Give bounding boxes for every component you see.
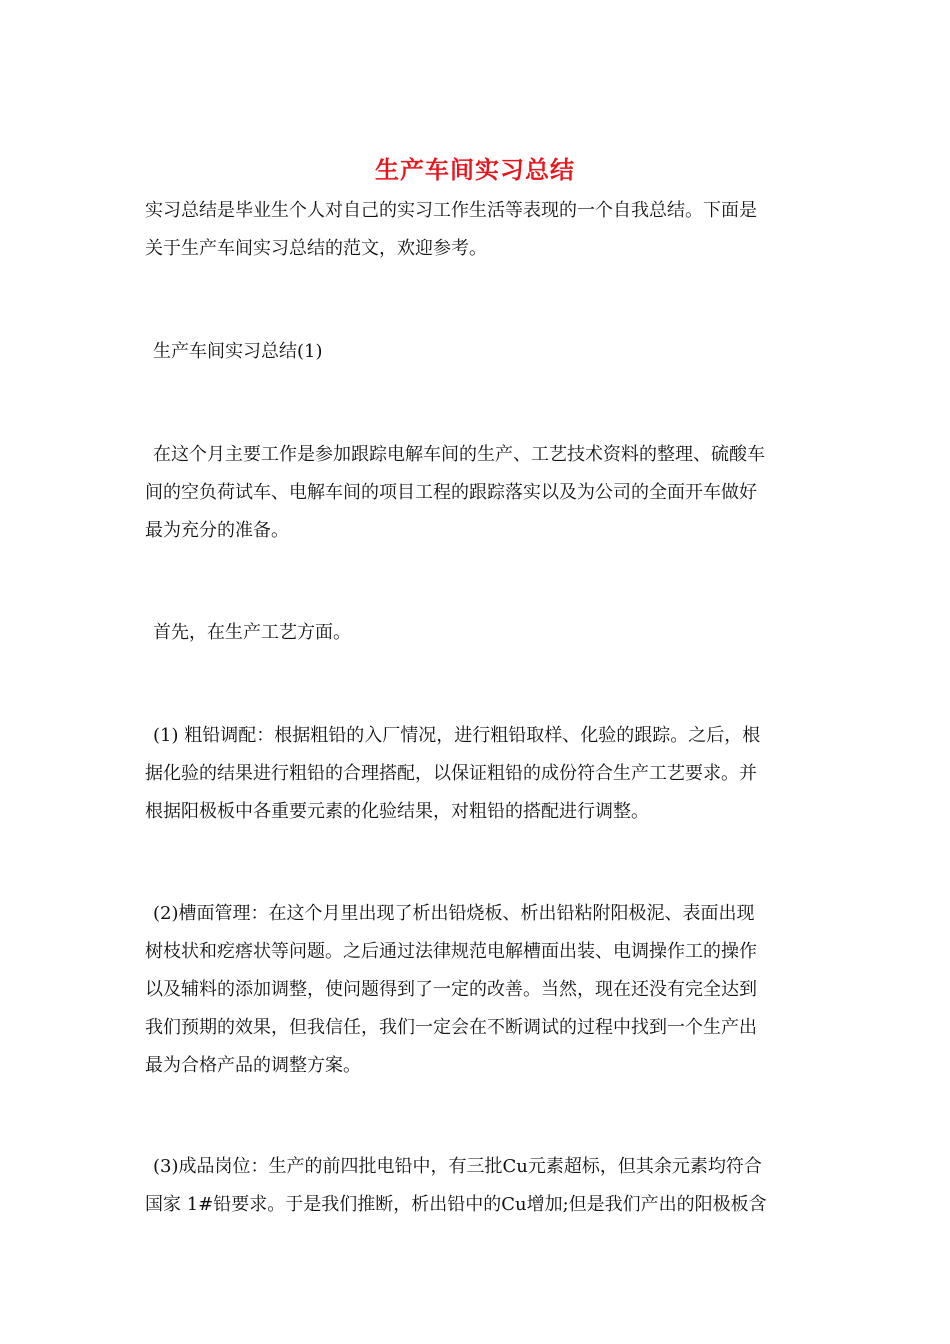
paragraph-line: 在这个月主要工作是参加跟踪电解车间的生产、工艺技术资料的整理、硫酸车	[153, 444, 765, 465]
paragraph-line: 以及辅料的添加调整，使问题得到了一定的改善。当然，现在还没有完全达到	[145, 979, 757, 1000]
intro-paragraph	[145, 192, 810, 268]
paragraph-line: 据化验的结果进行粗铅的合理搭配，以保证粗铅的成份符合生产工艺要求。并	[145, 763, 757, 784]
paragraph-line: 首先，在生产工艺方面。	[153, 622, 351, 643]
paragraph-line: 最为合格产品的调整方案。	[145, 1055, 361, 1076]
paragraph-3	[145, 717, 810, 831]
section-heading: 生产车间实习总结(1)	[153, 341, 323, 362]
paragraph-2	[145, 614, 810, 652]
paragraph-line: (3)成品岗位：生产的前四批电铅中，有三批Cu元素超标，但其余元素均符合	[153, 1156, 762, 1177]
document-title: 生产车间实习总结	[375, 155, 575, 184]
paragraph-1	[145, 436, 810, 550]
paragraph-5	[145, 1148, 810, 1224]
intro-line: 关于生产车间实习总结的范文，欢迎参考。	[145, 238, 487, 259]
paragraph-line: 根据阳极板中各重要元素的化验结果，对粗铅的搭配进行调整。	[145, 801, 649, 822]
paragraph-line: 最为充分的准备。	[145, 520, 289, 541]
intro-line: 实习总结是毕业生个人对自己的实习工作生活等表现的一个自我总结。下面是	[145, 200, 757, 221]
paragraph-line: 间的空负荷试车、电解车间的项目工程的跟踪落实以及为公司的全面开车做好	[145, 482, 757, 503]
paragraph-line: 国家 1#铅要求。于是我们推断，析出铅中的Cu增加;但是我们产出的阳极板含	[145, 1194, 767, 1215]
paragraph-4	[145, 895, 810, 1085]
paragraph-line: 我们预期的效果，但我信任，我们一定会在不断调试的过程中找到一个生产出	[145, 1017, 757, 1038]
paragraph-line: (2)槽面管理：在这个月里出现了析出铅烧板、析出铅粘附阳极泥、表面出现	[153, 903, 755, 924]
paragraph-line: (1) 粗铅调配：根据粗铅的入厂情况，进行粗铅取样、化验的跟踪。之后，根	[153, 725, 761, 746]
section-heading-block	[145, 333, 810, 371]
paragraph-line: 树枝状和疙瘩状等问题。之后通过法律规范电解槽面出装、电调操作工的操作	[145, 941, 757, 962]
